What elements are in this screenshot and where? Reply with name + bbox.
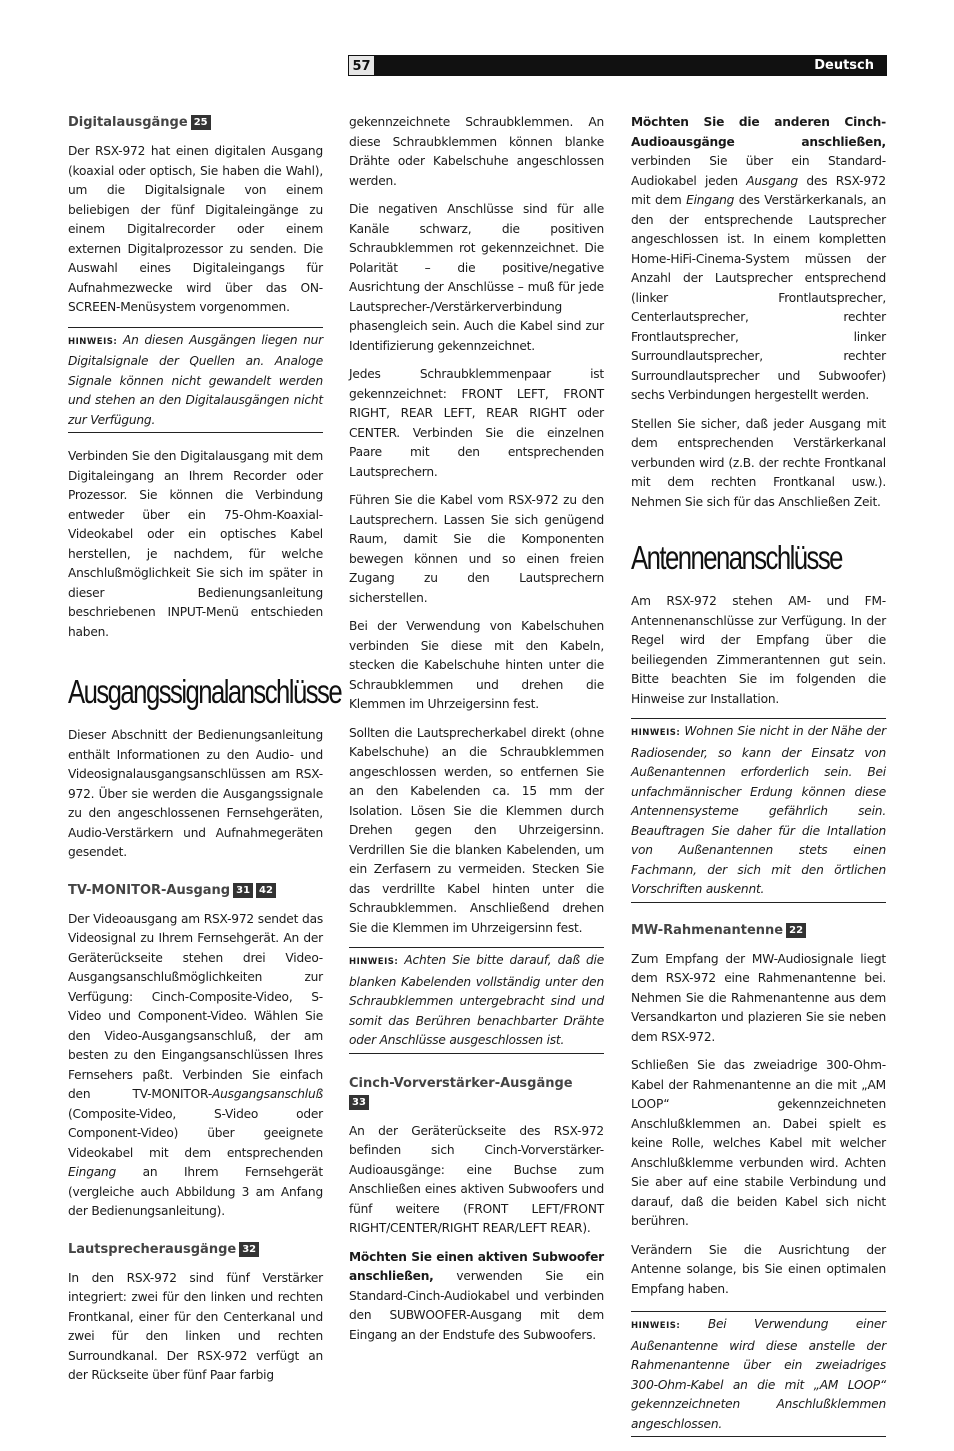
note-box: [349, 947, 604, 1054]
paragraph: Führen Sie die Kabel vom RSX-972 zu den Lautsprechern. Lassen Sie sich genügend Raum, damit Sie die Komponenten bewegen können und so einen freien Zugang zu den Lautsprechern sicherstellen.: [349, 493, 604, 605]
column-1: [68, 113, 342, 1395]
note-text: An diesen Ausgängen liegen nur Digitalsignale der Quellen an. Analoge Signale können nicht gewandelt werden und stehen an den Digitalausgängen nicht zur Verfügung.: [68, 332, 323, 427]
heading-cinch-vorverstaerker: Cinch-Vorverstärker-Ausgänge 33: [349, 1075, 573, 1108]
language-label: Deutsch: [814, 58, 874, 73]
paragraph: Die negativen Anschlüsse sind für alle Kanäle schwarz, die positiven Schraubklemmen rot gekennzeichnet. Die Polarität – die positive/negative Ausrichtung der Anschlüsse – muß für jede Lautsprecher-/Verstärkerverbindung phasengleich sein. Auch die Kabel sind zur Identifizierung gekennzeichnet.: [349, 202, 604, 353]
paragraph: An der Geräterückseite des RSX-972 befinden sich Cinch-Vorverstärker-Audioausgänge: eine Buchse zum Anschließen eines aktiven Subwoofers und fünf weitere (FRONT LEFT/FRONT RIGHT/CENTER/RIGHT REAR/LEFT REAR).: [349, 1123, 604, 1235]
paragraph: Dieser Abschnitt der Bedienungsanleitung enthält Informationen zu den Audio- und Videosignalausgangsanschlüssen am RSX-972. Über sie werden die Ausgangssignale zu den angeschlossenen Fernsehgeräten, Audio-Verstärkern und Aufnahmegeräten gesendet.: [68, 728, 323, 859]
paragraph: Zum Empfang der MW-Audiosignale liegt dem RSX-972 eine Rahmenantenne bei. Nehmen Sie die Rahmenantenne aus dem Versandkarton und plazieren Sie sie neben dem RSX-972.: [631, 951, 886, 1044]
heading-mw-rahmenantenne: MW-Rahmenantenne 22: [631, 921, 886, 940]
column-3: [631, 113, 886, 1451]
paragraph: Stellen Sie sicher, daß jeder Ausgang mit dem entsprechenden Verstärkerkanal verbunden wird (z.B. der rechte Frontkanal mit dem rechten Frontkanal usw.). Nehmen Sie sich für das Anschließen Zeit.: [631, 416, 886, 509]
heading-antennenanschluesse: Antennenanschlüsse: [631, 539, 842, 576]
note-tag: HINWEIS:: [68, 336, 118, 347]
heading-tv-monitor: TV-MONITOR-Ausgang 31 42: [68, 881, 323, 900]
note-box: [631, 718, 886, 903]
ref-badge: 42: [256, 883, 276, 898]
heading-lautsprecherausgaenge: Lautsprecherausgänge 32: [68, 1240, 323, 1259]
paragraph: Der RSX-972 hat einen digitalen Ausgang (koaxial oder optisch, Sie haben die Wahl), um die Digitalsignale von einem beliebigen der fünf Digitaleingänge zu einem Digitalrecorder oder einem externen Digitalprozessor zu senden. Die Auswahl eines Digitaleingangs für Aufnahmezwecke wird über das ON-SCREEN-Menüsystem vorgenommen.: [68, 144, 323, 314]
note-tag: HINWEIS:: [349, 957, 399, 967]
heading-ausgangssignalanschluesse: Ausgangssignalanschlüsse: [68, 673, 342, 710]
ref-badge: 33: [349, 1095, 369, 1110]
note-tag: HINWEIS:: [631, 1321, 681, 1331]
paragraph: Möchten Sie einen aktiven Subwoofer anschließen, verwenden Sie ein Standard-Cinch-Audiokabel und verbinden den SUBWOOFER-Ausgang mit dem Eingang an der Endstufe des Subwoofers.: [349, 1249, 604, 1342]
note-text: Bei Verwendung einer Außenantenne wird diese anstelle der Rahmenantenne über ein zweiadriges 300-Ohm-Kabel an die mit „AM LOOP“ gekennzeichneten Anschlußklemmen angeschlossen.: [631, 1317, 886, 1431]
heading-digitalausgaenge: Digitalausgänge 25: [68, 113, 323, 132]
paragraph: gekennzeichnete Schraubklemmen. An diese Schraubklemmen können blanke Drähte oder Kabelschuhe angeschlossen werden.: [349, 115, 604, 188]
paragraph: Jedes Schraubklemmenpaar ist gekennzeichnet: FRONT LEFT, FRONT RIGHT, REAR LEFT, REAR RIGHT oder CENTER. Verbinden Sie die einzelnen Paare mit den entsprechenden Lautsprechern.: [349, 367, 604, 479]
paragraph: In den RSX-972 sind fünf Verstärker integriert: zwei für den linken und rechten Frontkanal, einer für den Centerkanal und zwei für den linken und rechten Surroundkanal. Der RSX-972 verfügt an der Rückseite über fünf Paar farbig: [68, 1270, 323, 1382]
paragraph: Am RSX-972 stehen AM- und FM-Antennenanschlüsse zur Verfügung. In der Regel wird der Empfang über die beiliegenden Zimmerantennen gut sein. Bitte beachten Sie im folgenden die Hinweise zur Installation.: [631, 594, 886, 706]
note-box: [68, 327, 323, 434]
header-bar: [348, 55, 887, 76]
page-number: 57: [348, 55, 375, 76]
ref-badge: 31: [233, 883, 253, 898]
note-tag: HINWEIS:: [631, 728, 681, 738]
note-box: [631, 1311, 886, 1437]
paragraph: Sollten die Lautsprecherkabel direkt (ohne Kabelschuhe) an die Schraubklemmen angeschlossen werden, so entfernen Sie an den Kabelenden ca. 15 mm der Isolation. Lösen Sie die Klemmen durch Drehen gegen den Uhrzeigersinn. Verdrillen Sie die blanken Kabelenden, um ein Zerfasern zu vermeiden. Stecken Sie das verdrillte Kabel hinten unter die Schraubklemmen. Anschließend drehen Sie die Klemmen im Uhrzeigersinn fest.: [349, 725, 604, 935]
paragraph: Bei der Verwendung von Kabelschuhen verbinden Sie diese mit den Kabeln, stecken die Kabelschuhe hinten unter die Schraubklemmen und drehen die Klemmen im Uhrzeigersinn fest.: [349, 619, 604, 711]
paragraph: Der Videoausgang am RSX-972 sendet das Videosignal zu Ihrem Fernsehgerät. An der Geräterückseite stehen drei Video-Ausgangsanschlußmöglichkeiten zur Verfügung: Cinch-Composite-Video, S-Video und Component-Video. Wählen Sie den Video-Ausgangsanschluß, der am besten zu den Eingangsanschlüssen Ihres Fernsehers paßt. Verbinden Sie einfach den TV-MONITOR-Ausgangsanschluß (Composite-Video, S-Video oder Component-Video) über geeignete Videokabel mit dem entsprechenden Eingang an Ihrem Fernsehgerät (vergleiche auch Abbildung 3 am Anfang der Bedienungsanleitung).: [68, 911, 323, 1218]
paragraph: Schließen Sie das zweiadrige 300-Ohm-Kabel der Rahmenantenne an die mit „AM LOOP“ gekennzeichneten Anschlußklemmen an. Dabei spielt es keine Rolle, welches Kabel mit welcher Anschlußklemme verbunden wird. Achten Sie aber auf eine stabile Verbindung und darauf, daß die beiden Kabel sich nicht berühren.: [631, 1058, 886, 1228]
ref-badge: 32: [239, 1242, 259, 1257]
paragraph: Verbinden Sie den Digitalausgang mit dem Digitaleingang an Ihrem Recorder oder Prozessor. Sie können die Verbindung entweder über ein 75-Ohm-Koaxial-Videokabel oder ein optisches Kabel herstellen, je nachdem, für welche Anschlußmöglichkeit Sie sich im später in dieser Bedienungsanleitung beschriebenen INPUT-Menü entschieden haben.: [68, 449, 323, 639]
note-text: Achten Sie bitte darauf, daß die blanken Kabelenden vollständig unter den Schraubklemmen untergebracht sind und somit das Berühren benachbarter Drähte oder Anschlüsse ausgeschlossen ist.: [349, 953, 604, 1047]
paragraph: Verändern Sie die Ausrichtung der Antenne solange, bis Sie einen optimalen Empfang haben.: [631, 1242, 886, 1296]
column-2: [349, 113, 604, 1354]
note-text: Wohnen Sie nicht in der Nähe der Radiosender, so kann der Einsatz von Außenantennen erforderlich sein. Bei unfachmännischer Erdung können diese Antennensysteme gefährlich sein. Beauftragen Sie daher für die Intallation von Außenantennen stets einen Fachmann, der sich mit den örtlichen Vorschriften auskennt.: [631, 724, 886, 896]
ref-badge: 22: [786, 923, 806, 938]
ref-badge: 25: [191, 115, 211, 130]
paragraph: Möchten Sie die anderen Cinch-Audioausgänge anschließen, verbinden Sie über ein Standard-Audiokabel jeden Ausgang des RSX-972 mit dem Eingang des Verstärkerkanals, an den der entsprechende Lautsprecher angeschlossen ist. In einem kompletten Home-HiFi-Cinema-System müssen der Anzahl der Lautsprecher entsprechend (linker Frontlautsprecher, Centerlautsprecher, rechter Frontlautsprecher, linker Surroundlautsprecher, rechter Surroundlautsprecher und Subwoofer) sechs Verbindungen hergestellt werden.: [631, 115, 887, 402]
